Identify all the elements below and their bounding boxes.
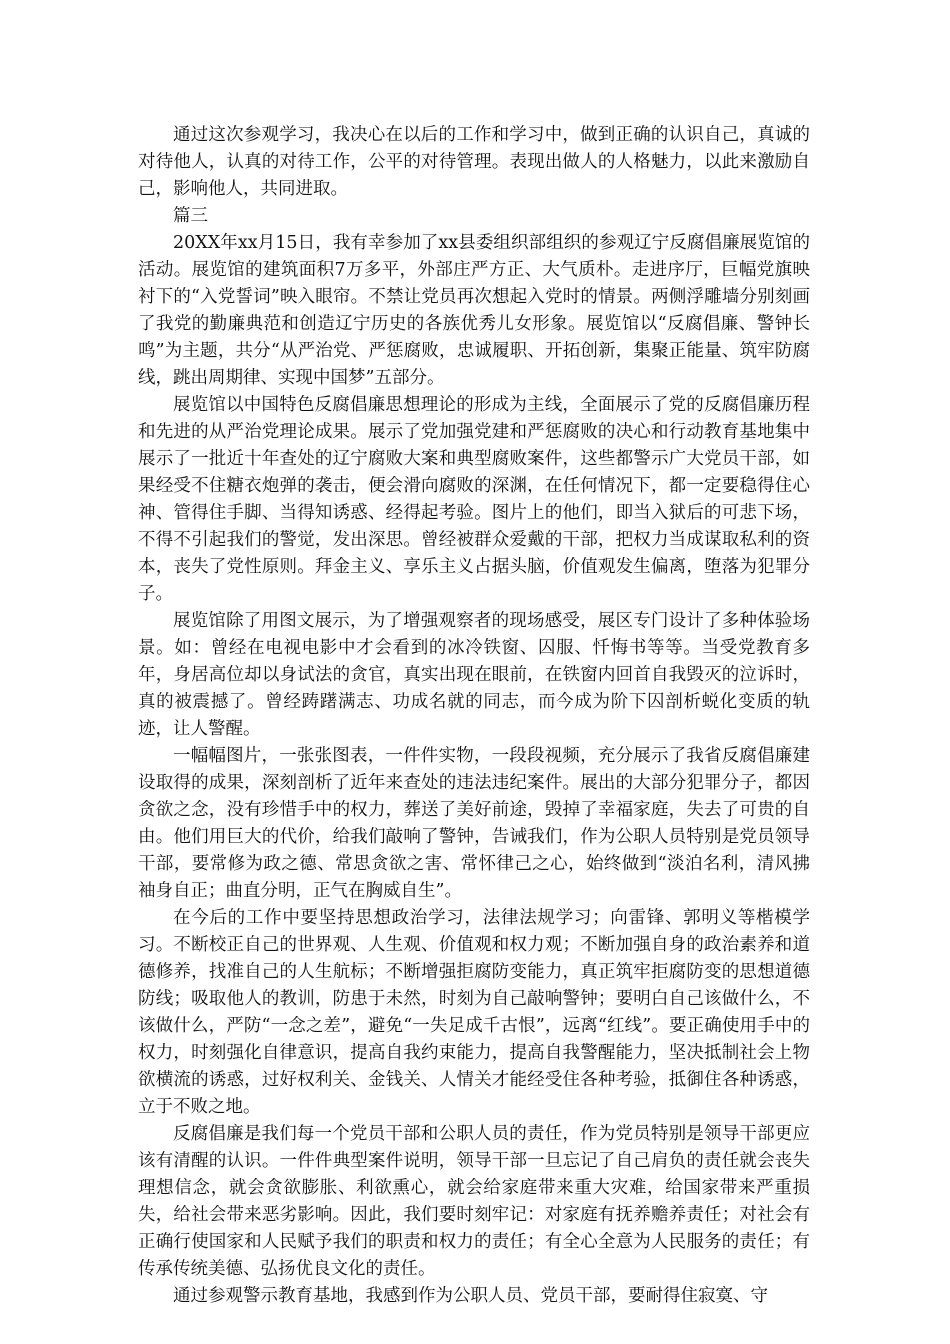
document-body: [138, 122, 810, 1310]
paragraph: 通过这次参观学习，我决心在以后的工作和学习中，做到正确的认识自己，真诚的对待他人，认真的对待工作，公平的对待管理。表现出做人的人格魅力，以此来激励自己，影响他人，共同进取。: [138, 125, 810, 199]
paragraph: 在今后的工作中要坚持思想政治学习，法律法规学习；向雷锋、郭明义等楷模学习。不断校正自己的世界观、人生观、价值观和权力观；不断加强自身的政治素养和道德修养，找准自己的人生航标；不断增强拒腐防变能力，真正筑牢拒腐防变的思想道德防线；吸取他人的教训，防患于未然，时刻为自己敲响警钟；要明白自己该做什么，不该做什么，严防“一念之差”，避免“一失足成千古恨”，远离“红线”。要正确使用手中的权力，时刻强化自律意识，提高自我约束能力，提高自我警醒能力，坚决抵制社会上物欲横流的诱惑，过好权利关、金钱关、人情关才能经受住各种考验，抵御住各种诱惑，立于不败之地。: [138, 908, 810, 1117]
paragraph: 反腐倡廉是我们每一个党员干部和公职人员的责任，作为党员特别是领导干部更应该有清醒的认识。一件件典型案件说明，领导干部一旦忘记了自己肩负的责任就会丧失理想信念，就会贪欲膨胀、利欲熏心，就会给家庭带来重大灾难，给国家带来严重损失，给社会带来恶劣影响。因此，我们要时刻牢记：对家庭有抚养赡养责任；对社会有正确行使国家和人民赋予我们的职责和权力的责任；有全心全意为人民服务的责任；有传承传统美德、弘扬优良文化的责任。: [138, 1124, 810, 1279]
paragraph: 20XX年xx月15日，我有幸参加了xx县委组织部组织的参观辽宁反腐倡廉展览馆的活动。展览馆的建筑面积7万多平，外部庄严方正、大气质朴。走进序厅，巨幅党旗映衬下的“入党誓词”映入眼帘。不禁让党员再次想起入党时的情景。两侧浮雕墙分别刻画了我党的勤廉典范和创造辽宁历史的各族优秀儿女形象。展览馆以“反腐倡廉、警钟长鸣”为主题，共分“从严治党、严惩腐败，忠诚履职、开拓创新，集聚正能量、筑牢防腐线，跳出周期律、实现中国梦”五部分。: [138, 233, 810, 388]
paragraph: 通过参观警示教育基地，我感到作为公职人员、党员干部，要耐得住寂寞、守: [173, 1286, 768, 1306]
paragraph: 一幅幅图片，一张张图表，一件件实物，一段段视频，充分展示了我省反腐倡廉建设取得的成果，深刻剖析了近年来查处的违法违纪案件。展出的大部分犯罪分子，都因贪欲之念，没有珍惜手中的权力，葬送了美好前途，毁掉了幸福家庭，失去了可贵的自由。他们用巨大的代价，给我们敲响了警钟，告诫我们，作为公职人员特别是党员领导干部，要常修为政之德、常思贪欲之害、常怀律己之心，始终做到“淡泊名利，清风拂袖身自正；曲直分明，正气在胸威自生”。: [138, 746, 810, 901]
paragraph: 展览馆以中国特色反腐倡廉思想理论的形成为主线，全面展示了党的反腐倡廉历程和先进的从严治党理论成果。展示了党加强党建和严惩腐败的决心和行动教育基地集中展示了一批近十年查处的辽宁腐败大案和典型腐败案件，这些都警示广大党员干部，如果经受不住糖衣炮弹的袭击，便会滑向腐败的深渊，在任何情况下，都一定要稳得住心神、管得住手脚、当得知诱惑、经得起考验。图片上的他们，即当入狱后的可悲下场，不得不引起我们的警觉，发出深思。曾经被群众爱戴的干部，把权力当成谋取私利的资本，丧失了党性原则。拜金主义、享乐主义占据头脑，价值观发生偏离，堕落为犯罪分子。: [138, 395, 810, 604]
section-heading: 篇三: [173, 206, 208, 226]
paragraph: 展览馆除了用图文展示，为了增强观察者的现场感受，展区专门设计了多种体验场景。如：曾经在电视电影中才会看到的冰冷铁窗、囚服、忏悔书等等。当受党教育多年，身居高位却以身试法的贪官，真实出现在眼前，在铁窗内回首自我毁灭的泣诉时，真的被震撼了。曾经踌躇满志、功成名就的同志，而今成为阶下囚剖析蜕化变质的轨迹，让人警醒。: [138, 611, 810, 739]
